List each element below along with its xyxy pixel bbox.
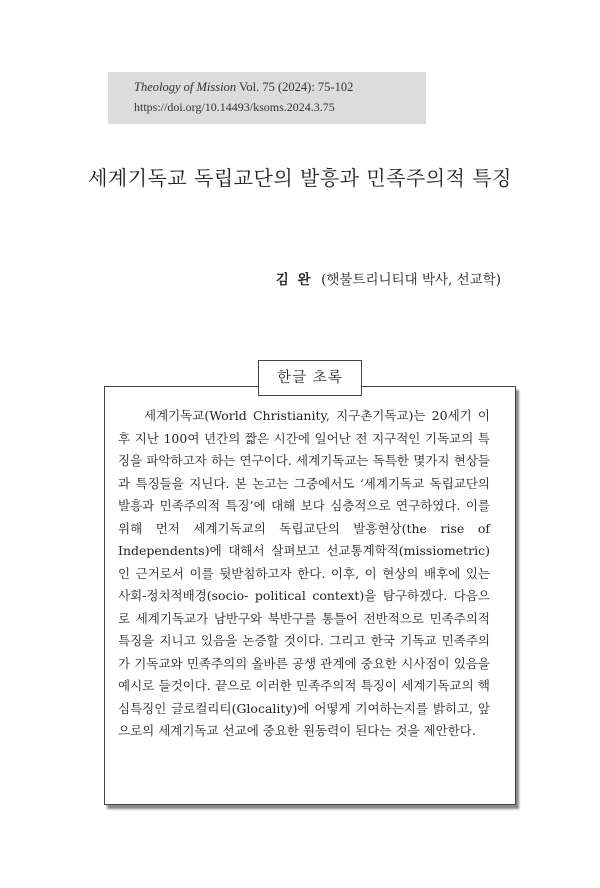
journal-name: Theology of Mission: [134, 80, 237, 94]
author-name: 김 완: [275, 272, 313, 288]
abstract-paragraph: 세계기독교(World Christianity, 지구촌기독교)는 20세기 이후 지난 100여 년간의 짧은 시간에 일어난 전 지구적인 기독교의 특징을 파악하고자 하는 연구이다. 세계기독교는 독특한 몇가지 현상들과 특징들을 지닌다. 본 논고는 그중에서도 ‘세계기독교 독립교단의 발흥과 민족주의적 특징’에 대해 보다 심층적으로 연구하였다. 이를 위해 먼저 세계기독교의 독립교단의 발흥현상(the rise of Independents)에 대해서 살펴보고 선교통계학적(missiometric)인 근거로서 이를 뒷받침하고자 한다. 이후, 이 현상의 배후에 있는 사회-정치적배경(socio- political context)을 탐구하겠다. 다음으로 세계기독교가 남반구와 북반구를 통틀어 전반적으로 민족주의적 특징을 지니고 있음을 논증할 것이다. 그리고 한국 기독교 민족주의가 기독교와 민족주의의 올바른 공생 관계에 중요한 시사점이 있음을 예시로 들것이다. 끝으로 이러한 민족주의적 특징이 세계기독교의 핵심특징인 글로컬리티(Glocality)에 어떻게 기여하는지를 밝히고, 앞으로의 세계기독교 선교에 중요한 원동력이 된다는 것을 제안한다.: [118, 408, 490, 738]
journal-doi[interactable]: https://doi.org/10.14493/ksoms.2024.3.75: [134, 100, 335, 114]
abstract-heading: 한글 초록: [258, 360, 362, 396]
author-affiliation: (햇불트리니티대 박사, 선교학): [321, 272, 501, 288]
abstract-text: [118, 405, 490, 743]
journal-citation: [134, 80, 353, 95]
author-line: [276, 268, 501, 288]
journal-volume: Vol. 75 (2024): 75-102: [239, 80, 354, 94]
article-title: 세계기독교 독립교단의 발흥과 민족주의적 특징: [88, 166, 512, 190]
